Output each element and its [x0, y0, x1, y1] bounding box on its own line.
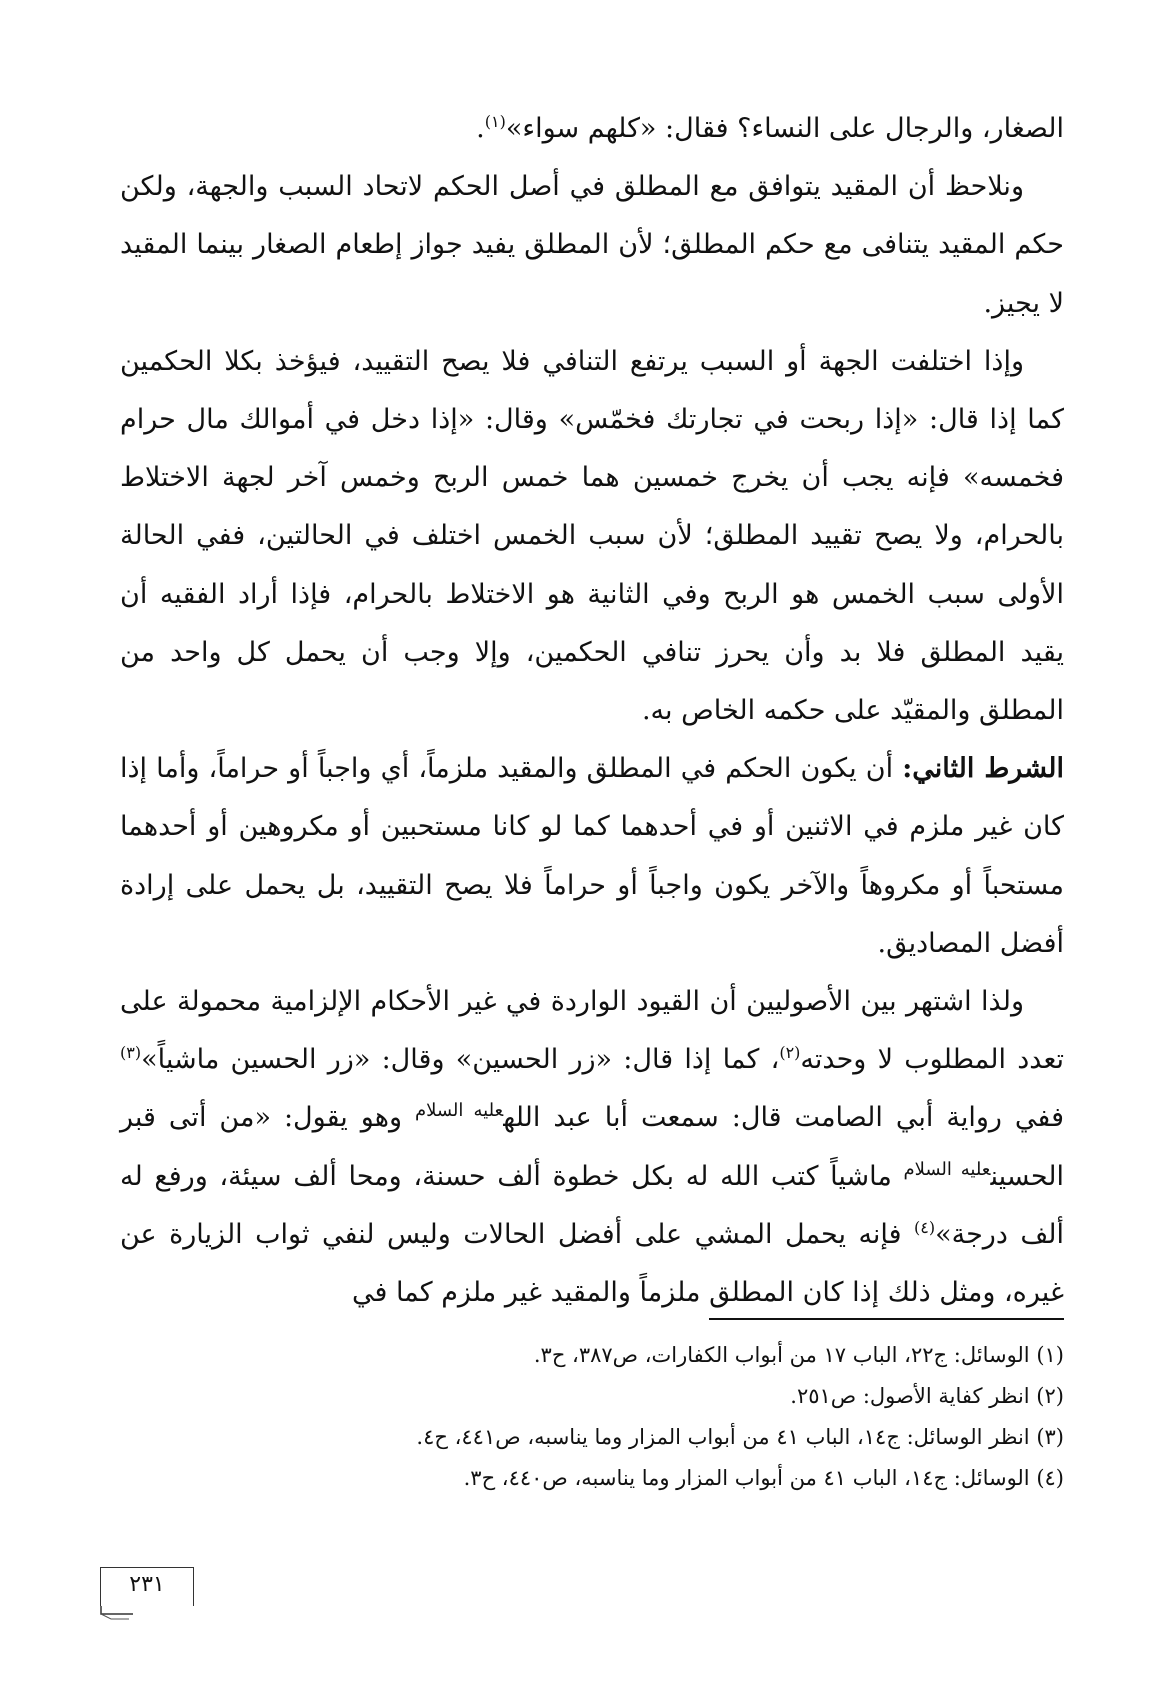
main-text	[120, 100, 1064, 1322]
paragraph-5-part-c: ففي رواية أبي الصامت قال: سمعت أبا عبد الله	[503, 1102, 1064, 1134]
footnotes	[120, 1335, 1064, 1499]
paragraph-1-text: الصغار، والرجال على النساء؟ فقال: «كلهم سواء»	[505, 113, 1064, 144]
footnote-3: (٣) انظر الوسائل: ج١٤، الباب ٤١ من أبواب المزار وما يناسبه، ص٤٤١، ح٤.	[416, 1425, 1064, 1449]
footnote-ref-2: (٢)	[779, 1043, 801, 1063]
footnote-ref-4: (٤)	[914, 1217, 936, 1237]
paragraph-5-part-f: فإنه يحمل المشي على أفضل الحالات وليس لنفي ثواب الزيارة عن غيره، ومثل ذلك إذا كان المطلق ملزماً والمقيد غير ملزم كما في	[120, 1218, 1064, 1309]
footnote-4: (٤) الوسائل: ج١٤، الباب ٤١ من أبواب المزار وما يناسبه، ص٤٤٠، ح٣.	[463, 1466, 1064, 1490]
salutation-mark-1: عليه السلام	[414, 1100, 504, 1122]
page-number: ٢٣١	[129, 1572, 165, 1597]
paragraph-5-part-a: ولذا اشتهر بين الأصوليين أن القيود الواردة في غير الأحكام الإلزامية محمولة على تعدد المطلوب لا وحدته	[120, 986, 1064, 1076]
page-frame-ornament-icon	[99, 1606, 137, 1620]
paragraph-5-part-d: وهو يقول: «من أتى قبر الحسين	[120, 1102, 1065, 1192]
paragraph-3: وإذا اختلفت الجهة أو السبب يرتفع التنافي فلا يصح التقييد، فيؤخذ بكلا الحكمين كما إذا قال: «إذا ربحت في تجارتك فخمّس» وقال: «إذا دخل في أموالك مال حرام فخمسه» فإنه يجب أن يخرج خمسين هما خمس الربح وخمس آخر لجهة الاختلاط بالحرام، ولا يصح تقييد المطلق؛ لأن سبب الخمس اختلف في الحالتين، ففي الحالة الأولى سبب الخمس هو الربح وفي الثانية هو الاختلاط بالحرام، فإذا أراد الفقيه أن يقيد المطلق فلا بد وأن يحرز تنافي الحكمين، وإلا وجب أن يحمل كل واحد من المطلق والمقيّد على حكمه الخاص به.	[120, 345, 1065, 727]
page-number-frame	[100, 1567, 194, 1606]
footnote-separator	[709, 1318, 1064, 1320]
footnote-1: (١) الوسائل: ج٢٢، الباب ١٧ من أبواب الكفارات، ص٣٨٧، ح٣.	[533, 1343, 1064, 1367]
footnote-ref-1: (١)	[484, 112, 506, 131]
paragraph-1-end: .	[476, 113, 485, 144]
paragraph-4	[120, 740, 1064, 973]
footnote-2: (٢) انظر كفاية الأصول: ص٢٥١.	[790, 1384, 1064, 1408]
salutation-mark-2: عليه السلام	[903, 1158, 991, 1180]
paragraph-1	[120, 100, 1064, 158]
paragraph-5-part-b: ، كما إذا قال: «زر الحسين» وقال: «زر الحسين ماشياً»	[141, 1044, 780, 1076]
paragraph-2: ونلاحظ أن المقيد يتوافق مع المطلق في أصل الحكم لاتحاد السبب والجهة، ولكن حكم المقيد يتنافى مع حكم المطلق؛ لأن المطلق يفيد جواز إطعام الصغار بينما المقيد لا يجيز.	[120, 171, 1064, 319]
paragraph-4-text: أن يكون الحكم في المطلق والمقيد ملزماً، أي واجباً أو حراماً، وأما إذا كان غير ملزم في الاثنين أو في أحدهما كما لو كانا مستحبين أو مكروهين أو أحدهما مستحباً أو مكروهاً والآخر يكون واجباً أو حراماً فلا يصح التقييد، بل يحمل على إرادة أفضل المصاديق.	[120, 753, 1064, 959]
footnote-ref-3: (٣)	[120, 1043, 142, 1063]
paragraph-5-part-e: ماشياً كتب الله له بكل خطوة ألف حسنة، ومحا ألف سيئة، ورفع له ألف درجة»	[120, 1160, 1065, 1250]
condition-heading: الشرط الثاني:	[902, 753, 1065, 785]
paragraph-5	[120, 973, 1064, 1322]
